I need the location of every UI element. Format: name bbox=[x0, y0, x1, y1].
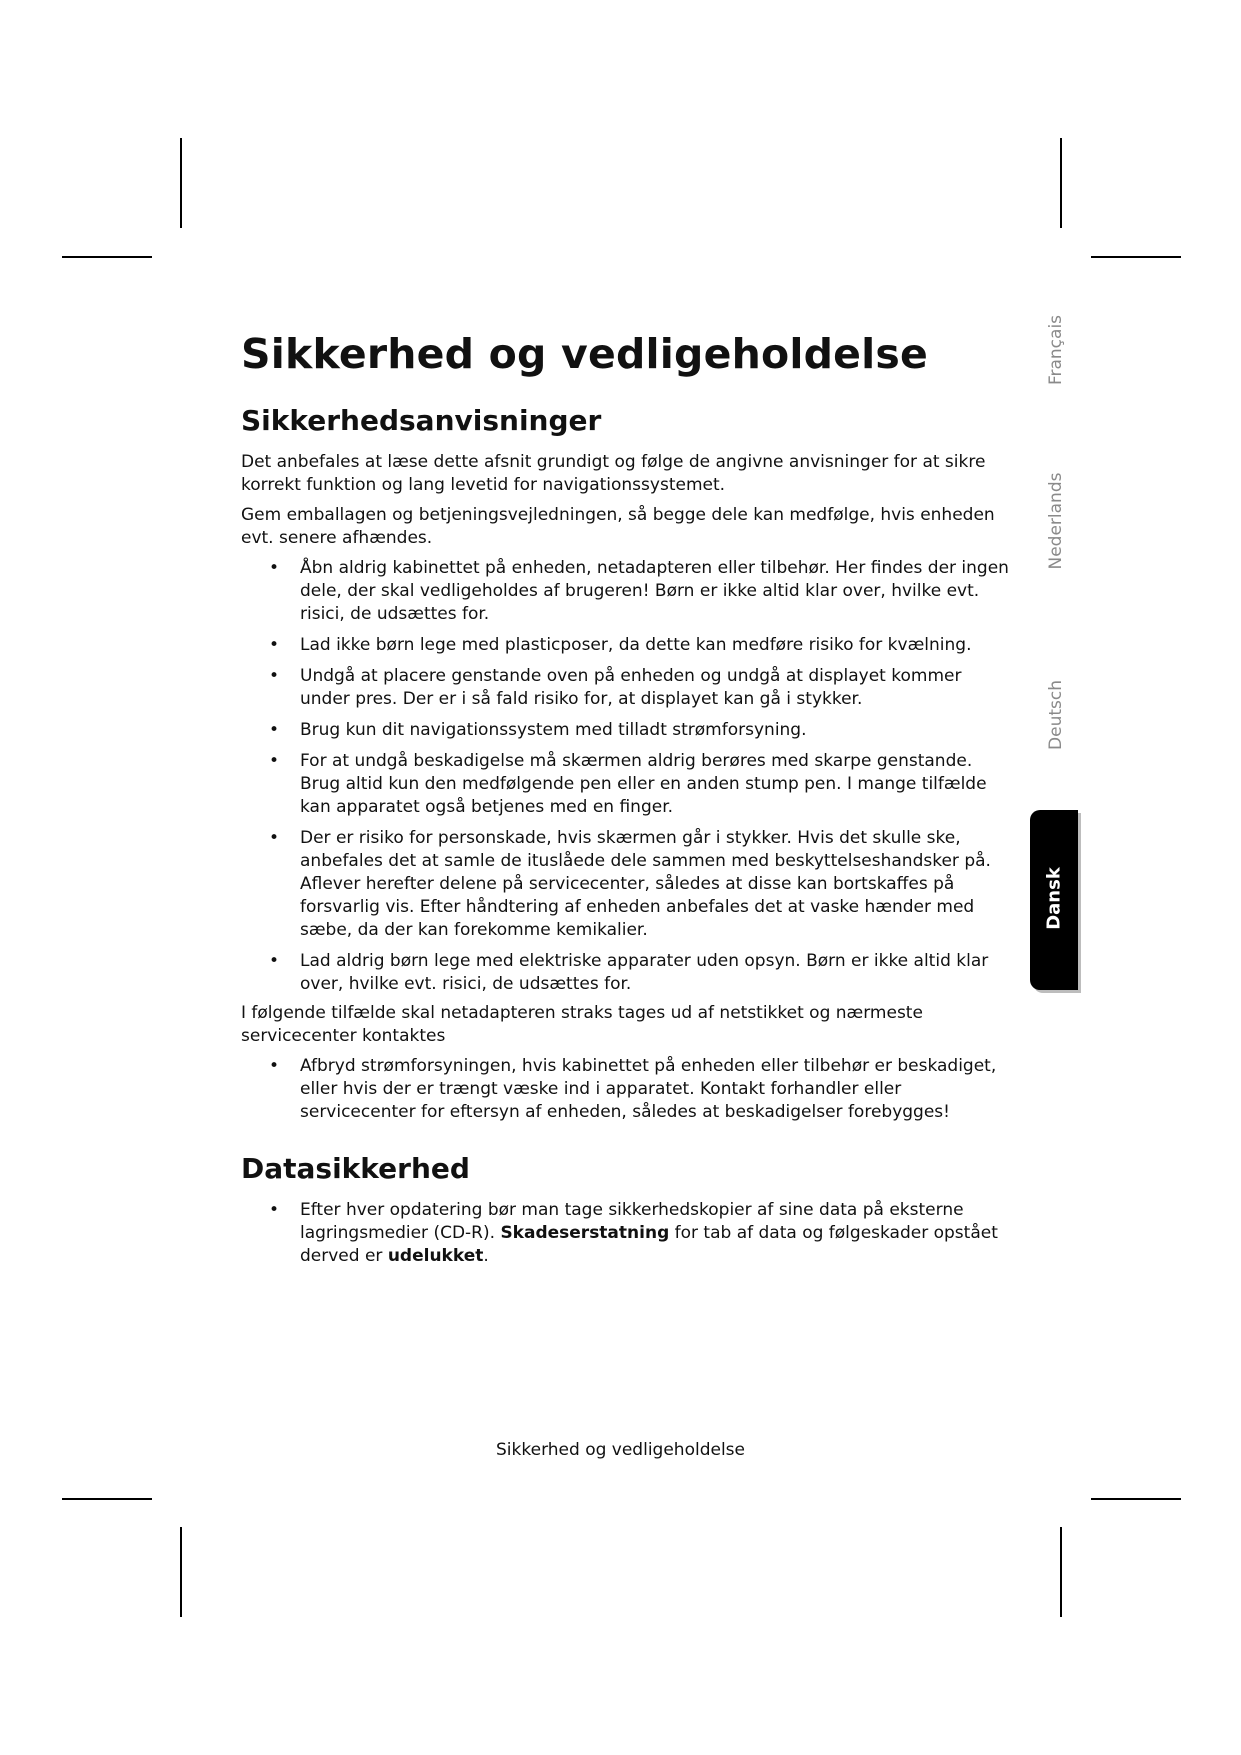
crop-mark-top-right-vertical bbox=[1060, 138, 1062, 228]
list-item: • Lad aldrig børn lege med elektriske apparater uden opsyn. Børn er ikke altid klar over, hvilke evt. risici, de udsættes for. bbox=[241, 950, 1016, 996]
crop-mark-bottom-right-horizontal bbox=[1091, 1498, 1181, 1500]
bold-term: udelukket bbox=[387, 1246, 484, 1266]
crop-mark-bottom-right-vertical bbox=[1060, 1527, 1062, 1617]
list-item: • Brug kun dit navigationssystem med tilladt strømforsyning. bbox=[241, 719, 1016, 742]
crop-mark-top-right-horizontal bbox=[1091, 256, 1181, 258]
list-item: • Åbn aldrig kabinettet på enheden, netadapteren eller tilbehør. Her findes der ingen dele, der skal vedligeholdes af brugeren! Børn er ikke altid klar over, hvilke evt. risici, de udsættes for. bbox=[241, 557, 1016, 626]
list-item: • Der er risiko for personskade, hvis skærmen går i stykker. Hvis det skulle ske, anbefales det at samle de ituslåede dele sammen med beskyttelseshandsker på. Aflever herefter delene på servicecenter, således at disse kan bortskaffes på forsvarlig vis. Efter håndtering af enheden anbefales det at vaske hænder med sæbe, da der kan forekomme kemikalier. bbox=[241, 827, 1016, 942]
adapter-bullet-list bbox=[241, 1055, 1016, 1124]
list-item bbox=[241, 1199, 1016, 1268]
bold-term: Skadeserstatning bbox=[500, 1223, 670, 1243]
section-heading-data: Datasikkerhed bbox=[241, 1152, 470, 1185]
page-title: Sikkerhed og vedligeholdelse bbox=[241, 330, 929, 378]
page-footer: Sikkerhed og vedligeholdelse bbox=[496, 1440, 745, 1460]
language-tab-nederlands: Nederlands bbox=[1046, 472, 1066, 570]
crop-mark-top-left-vertical bbox=[180, 138, 182, 228]
list-item: • For at undgå beskadigelse må skærmen aldrig berøres med skarpe genstande. Brug altid kun den medfølgende pen eller en anden stump pen. I mange tilfælde kan apparatet også betjenes med en finger. bbox=[241, 750, 1016, 819]
section-heading-safety: Sikkerhedsanvisninger bbox=[241, 404, 602, 437]
crop-mark-top-left-horizontal bbox=[62, 256, 152, 258]
list-item: • Afbryd strømforsyningen, hvis kabinettet på enheden eller tilbehør er beskadiget, eller hvis der er trængt væske ind i apparatet. Kontakt forhandler eller servicecenter for eftersyn af enheden, således at beskadigelser forebygges! bbox=[241, 1055, 1016, 1124]
language-tab-dansk: Dansk bbox=[1043, 867, 1065, 930]
adapter-note: I følgende tilfælde skal netadapteren straks tages ud af netstikket og nærmeste servicecenter kontaktes bbox=[241, 1003, 923, 1046]
text-run: for tab af data og følgeskader opstået derved er bbox=[300, 1223, 998, 1266]
safety-bullet-list bbox=[241, 557, 1016, 996]
crop-mark-bottom-left-horizontal bbox=[62, 1498, 152, 1500]
text-run: . bbox=[483, 1246, 489, 1266]
data-bullet-list bbox=[241, 1199, 1016, 1268]
intro-paragraph: Gem emballagen og betjeningsvejledningen, så begge dele kan medfølge, hvis enheden evt. senere afhændes. bbox=[241, 505, 995, 548]
list-item: • Lad ikke børn lege med plasticposer, da dette kan medføre risiko for kvælning. bbox=[241, 634, 1016, 657]
list-item: • Undgå at placere genstande oven på enheden og undgå at displayet kommer under pres. Der er i så fald risiko for, at displayet kan gå i stykker. bbox=[241, 665, 1016, 711]
crop-mark-bottom-left-vertical bbox=[180, 1527, 182, 1617]
text-run: Efter hver opdatering bør man tage sikkerhedskopier af sine data på eksterne lagringsmedier (CD-R). bbox=[300, 1200, 964, 1243]
intro-paragraph: Det anbefales at læse dette afsnit grundigt og følge de angivne anvisninger for at sikre korrekt funktion og lang levetid for navigationssystemet. bbox=[241, 452, 986, 495]
page-content bbox=[241, 330, 1016, 1276]
language-tab-francais: Français bbox=[1046, 314, 1066, 386]
language-tab-deutsch: Deutsch bbox=[1046, 680, 1066, 750]
